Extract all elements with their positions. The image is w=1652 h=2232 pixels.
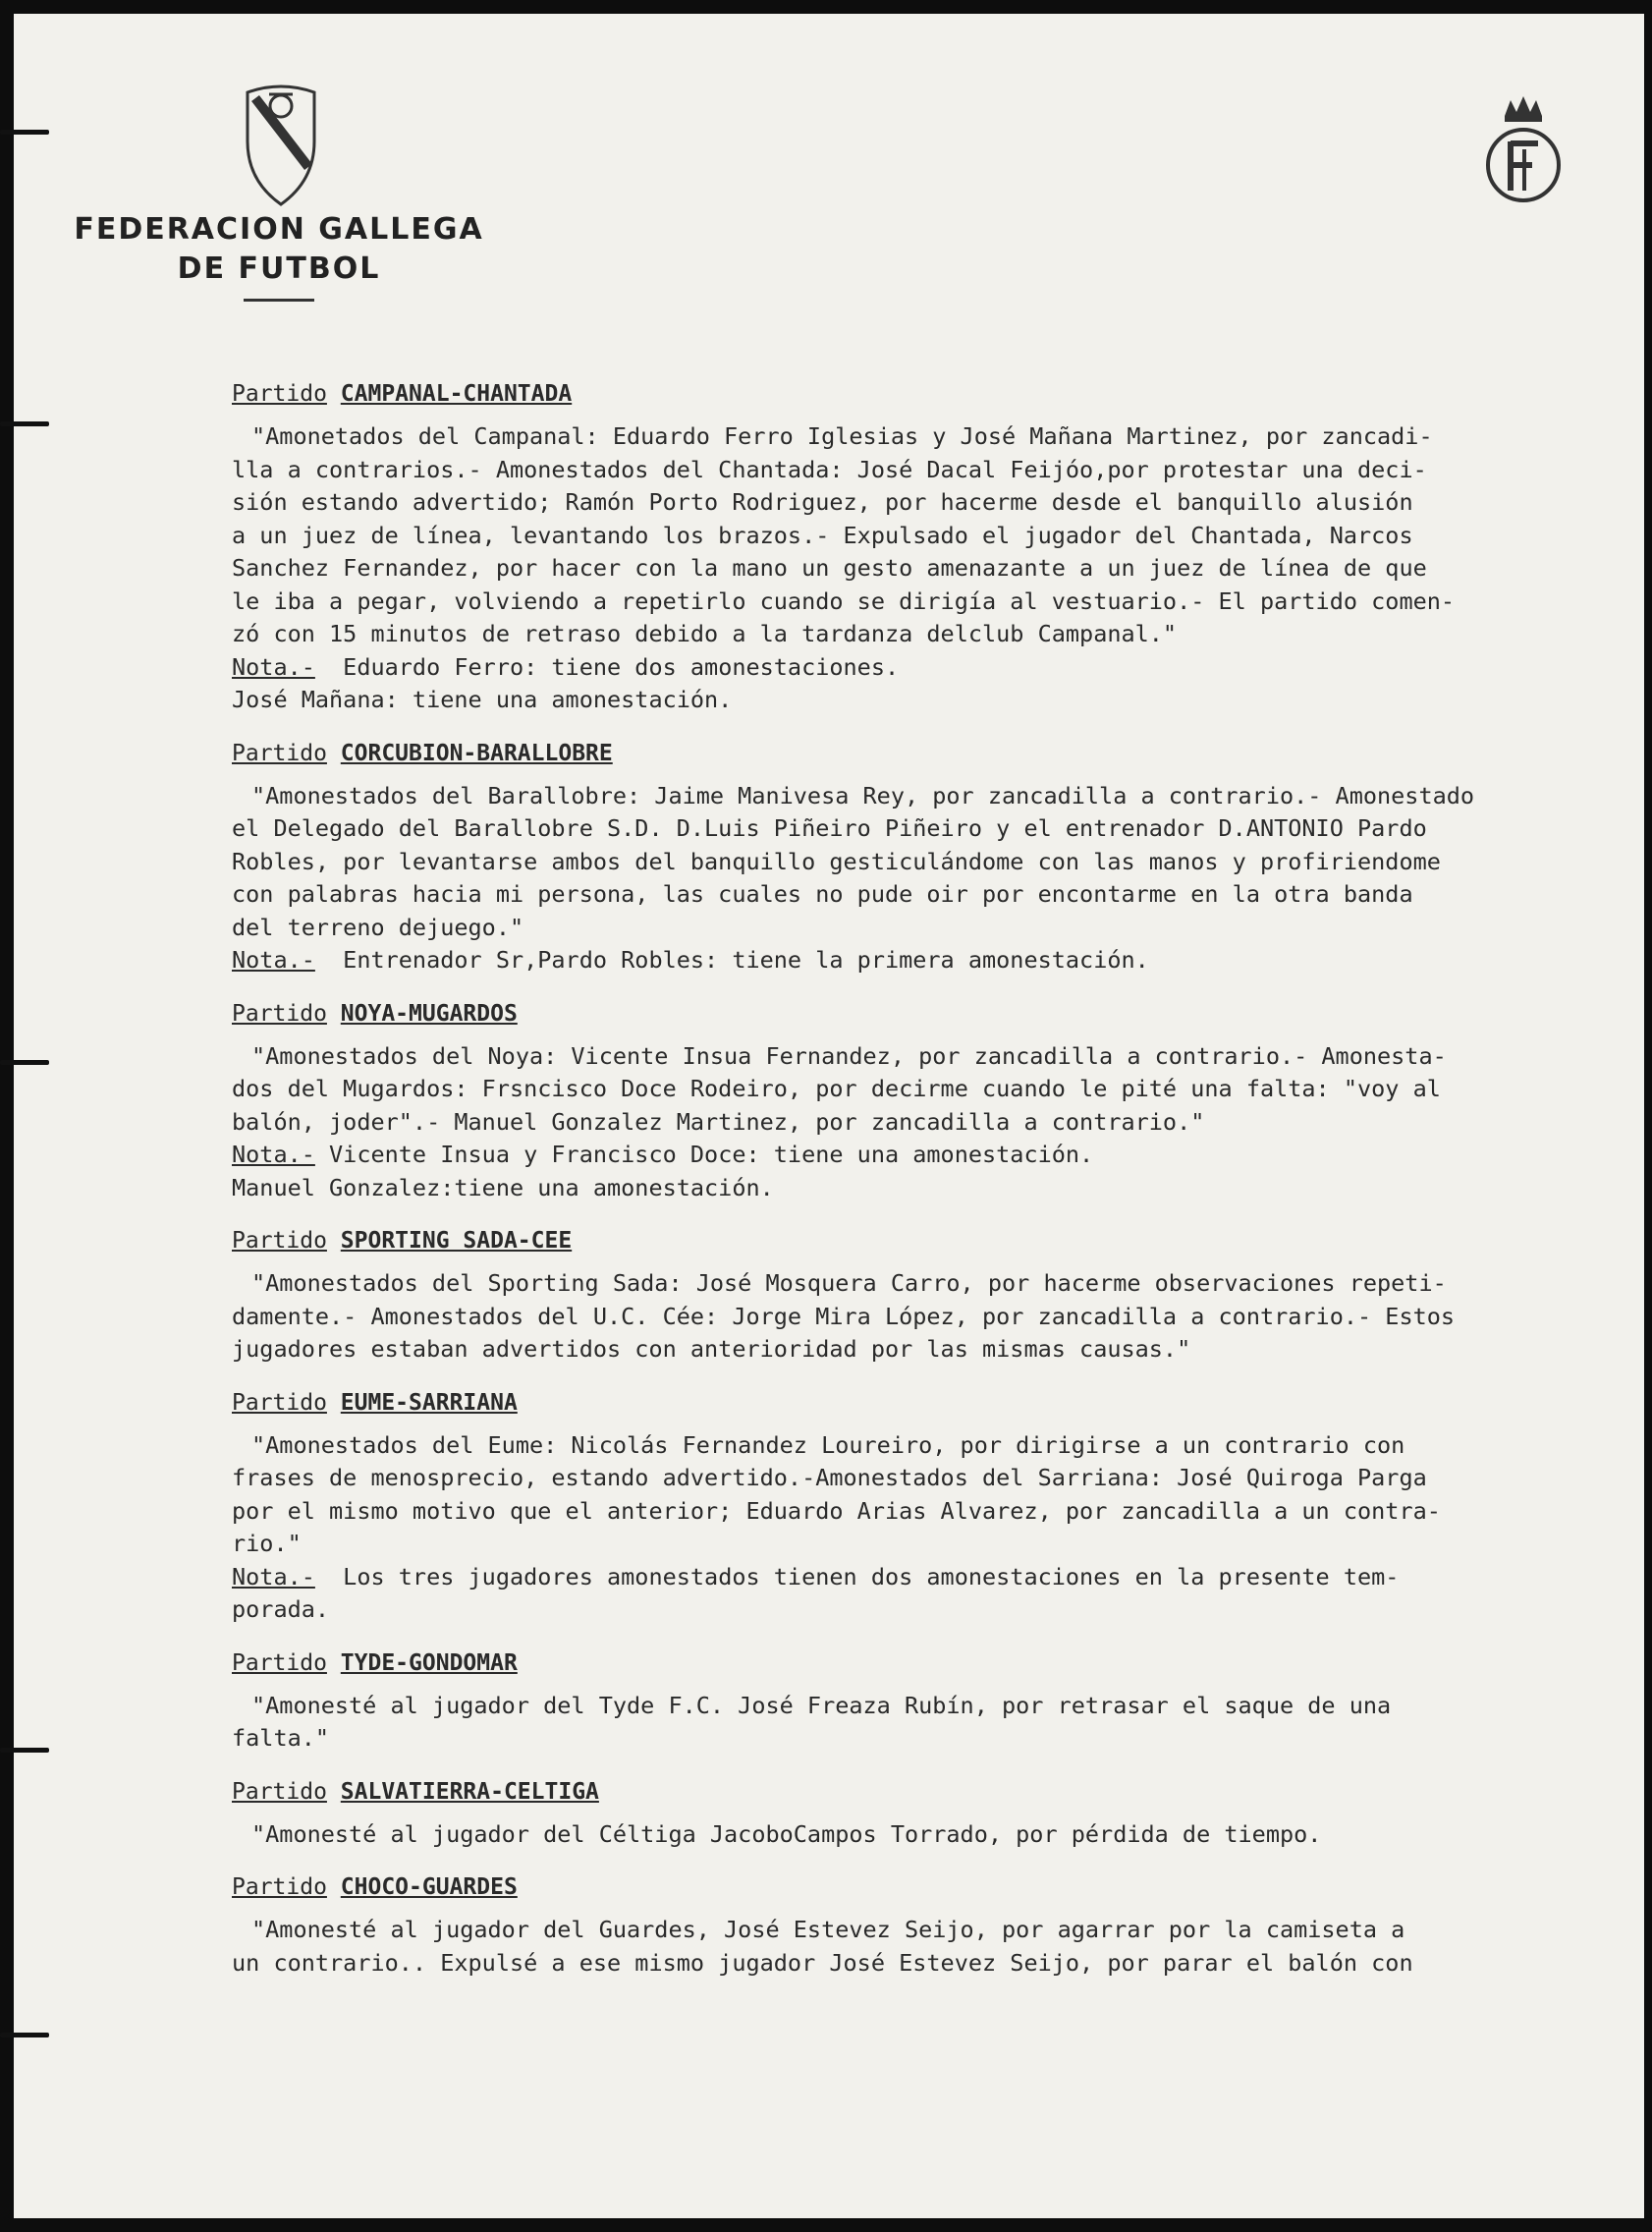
match-heading xyxy=(232,737,1652,770)
binder-hole xyxy=(0,2033,49,2037)
match-label: Partido xyxy=(232,1874,327,1900)
match-heading xyxy=(232,377,1652,411)
report-line: le iba a pegar, volviendo a repetirlo cuando se dirigía al vestuario.- El partido comen- xyxy=(232,586,1456,615)
note-label: Nota.- xyxy=(232,946,315,974)
binder-hole xyxy=(0,1748,49,1753)
match-section xyxy=(232,1870,1652,1980)
match-label: Partido xyxy=(232,381,327,407)
report-line: falta." xyxy=(232,1724,330,1752)
report-line: dos del Mugardos: Frsncisco Doce Rodeiro, por decirme cuando le pité una falta: "voy al xyxy=(232,1075,1441,1102)
match-teams: TYDE-GONDOMAR xyxy=(340,1649,518,1676)
report-line: rio." xyxy=(232,1530,302,1557)
note-line xyxy=(232,1561,1652,1594)
note-line xyxy=(232,1139,1652,1172)
organization-name xyxy=(73,210,485,289)
binder-hole xyxy=(0,1060,49,1065)
match-teams: NOYA-MUGARDOS xyxy=(340,1000,518,1027)
header-divider xyxy=(244,299,314,302)
galician-federation-shield-icon xyxy=(240,73,322,210)
match-teams: CHOCO-GUARDES xyxy=(340,1874,518,1900)
note-text: José Mañana: tiene una amonestación. xyxy=(232,686,733,713)
report-line: balón, joder".- Manuel Gonzalez Martinez, por zancadilla a contrario." xyxy=(232,1107,1205,1136)
report-line: frases de menosprecio, estando advertido.-Amonestados del Sarriana: José Quiroga Parga xyxy=(232,1464,1427,1491)
match-section xyxy=(232,1224,1652,1367)
report-line: "Amonesté al jugador del Céltiga JacoboCampos Torrado, por pérdida de tiempo. xyxy=(251,1819,1322,1848)
royal-spanish-federation-crest-icon xyxy=(1481,92,1566,210)
note-text: Entrenador Sr,Pardo Robles: tiene la primera amonestación. xyxy=(314,946,1149,974)
note-label: Nota.- xyxy=(232,1562,315,1590)
report-line: del terreno dejuego." xyxy=(232,913,524,941)
match-section xyxy=(232,1386,1652,1627)
org-line1: FEDERACION GALLEGA xyxy=(74,212,484,247)
report-line: "Amonestados del Noya: Vicente Insua Fernandez, por zancadilla a contrario.- Amonesta- xyxy=(251,1041,1447,1070)
match-label: Partido xyxy=(232,1000,327,1027)
report-line: por el mismo motivo que el anterior; Eduardo Arias Alvarez, por zancadilla a un contra- xyxy=(232,1496,1441,1525)
match-heading xyxy=(232,1386,1652,1420)
match-section xyxy=(232,997,1652,1205)
note-text: porada. xyxy=(232,1595,330,1623)
note-label: Nota.- xyxy=(232,652,315,681)
report-body xyxy=(232,377,1652,1999)
report-line: Sanchez Fernandez, por hacer con la mano un gesto amenazante a un juez de línea de que xyxy=(232,554,1427,582)
report-line: lla a contrarios.- Amonestados del Chantada: José Dacal Feijóo,por protestar una deci- xyxy=(232,455,1427,483)
note-label: Nota.- xyxy=(232,1141,315,1168)
match-teams: SPORTING SADA-CEE xyxy=(340,1228,573,1254)
report-line: un contrario.. Expulsé a ese mismo jugador José Estevez Seijo, por parar el balón con xyxy=(232,1948,1413,1977)
match-heading xyxy=(232,1224,1652,1257)
report-line: damente.- Amonestados del U.C. Cée: Jorge Mira López, por zancadilla a contrario.- Estos xyxy=(232,1302,1456,1330)
note-text: Los tres jugadores amonestados tienen dos amonestaciones en la presente tem- xyxy=(314,1562,1400,1590)
match-section xyxy=(232,737,1652,977)
note-line xyxy=(232,944,1652,977)
match-teams: CORCUBION-BARALLOBRE xyxy=(340,740,613,766)
match-heading xyxy=(232,1775,1652,1809)
report-line: sión estando advertido; Ramón Porto Rodriguez, por hacerme desde el banquillo alusión xyxy=(232,488,1413,516)
letterhead xyxy=(73,73,485,302)
binder-hole xyxy=(0,130,49,135)
match-label: Partido xyxy=(232,1649,327,1676)
note-line xyxy=(232,651,1652,685)
report-line: "Amonestados del Eume: Nicolás Fernandez Loureiro, por dirigirse a un contrario con xyxy=(251,1430,1405,1459)
report-line: "Amonestados del Sporting Sada: José Mosquera Carro, por hacerme observaciones repeti- xyxy=(251,1269,1447,1297)
report-line: jugadores estaban advertidos con anterioridad por las mismas causas." xyxy=(232,1335,1191,1363)
match-section xyxy=(232,1646,1652,1756)
note-text: Eduardo Ferro: tiene dos amonestaciones. xyxy=(314,652,900,681)
report-line: "Amonetados del Campanal: Eduardo Ferro Iglesias y José Mañana Martinez, por zancadi- xyxy=(251,422,1433,450)
note-text: Vicente Insua y Francisco Doce: tiene una amonestación. xyxy=(314,1141,1094,1168)
match-teams: SALVATIERRA-CELTIGA xyxy=(340,1778,599,1805)
match-label: Partido xyxy=(232,1778,327,1805)
match-teams: CAMPANAL-CHANTADA xyxy=(340,381,573,407)
binder-hole xyxy=(0,421,49,426)
note-line xyxy=(232,1172,1652,1205)
note-text: Manuel Gonzalez:tiene una amonestación. xyxy=(232,1173,774,1201)
match-heading xyxy=(232,1870,1652,1904)
match-label: Partido xyxy=(232,740,327,766)
match-heading xyxy=(232,1646,1652,1680)
match-heading xyxy=(232,997,1652,1031)
note-line xyxy=(232,684,1652,717)
report-line: "Amonestados del Barallobre: Jaime Manivesa Rey, por zancadilla a contrario.- Amonestado xyxy=(251,781,1475,809)
org-line2: DE FUTBOL xyxy=(177,251,381,286)
report-line: Robles, por levantarse ambos del banquillo gesticulándome con las manos y profiriendome xyxy=(232,847,1441,875)
match-label: Partido xyxy=(232,1389,327,1416)
report-line: a un juez de línea, levantando los brazos.- Expulsado el jugador del Chantada, Narcos xyxy=(232,521,1413,549)
report-line: zó con 15 minutos de retraso debido a la tardanza delclub Campanal." xyxy=(232,620,1178,647)
note-line xyxy=(232,1593,1652,1627)
match-section xyxy=(232,1775,1652,1852)
report-line: el Delegado del Barallobre S.D. D.Luis Piñeiro Piñeiro y el entrenador D.ANTONIO Pardo xyxy=(232,814,1427,842)
report-line: "Amonesté al jugador del Guardes, José Estevez Seijo, por agarrar por la camiseta a xyxy=(251,1916,1405,1943)
report-line: con palabras hacia mi persona, las cuales no pude oir por encontarme en la otra banda xyxy=(232,880,1413,908)
match-teams: EUME-SARRIANA xyxy=(340,1389,518,1416)
document-page xyxy=(14,14,1644,2218)
match-label: Partido xyxy=(232,1228,327,1254)
match-section xyxy=(232,377,1652,717)
report-line: "Amonesté al jugador del Tyde F.C. José Freaza Rubín, por retrasar el saque de una xyxy=(251,1691,1392,1719)
